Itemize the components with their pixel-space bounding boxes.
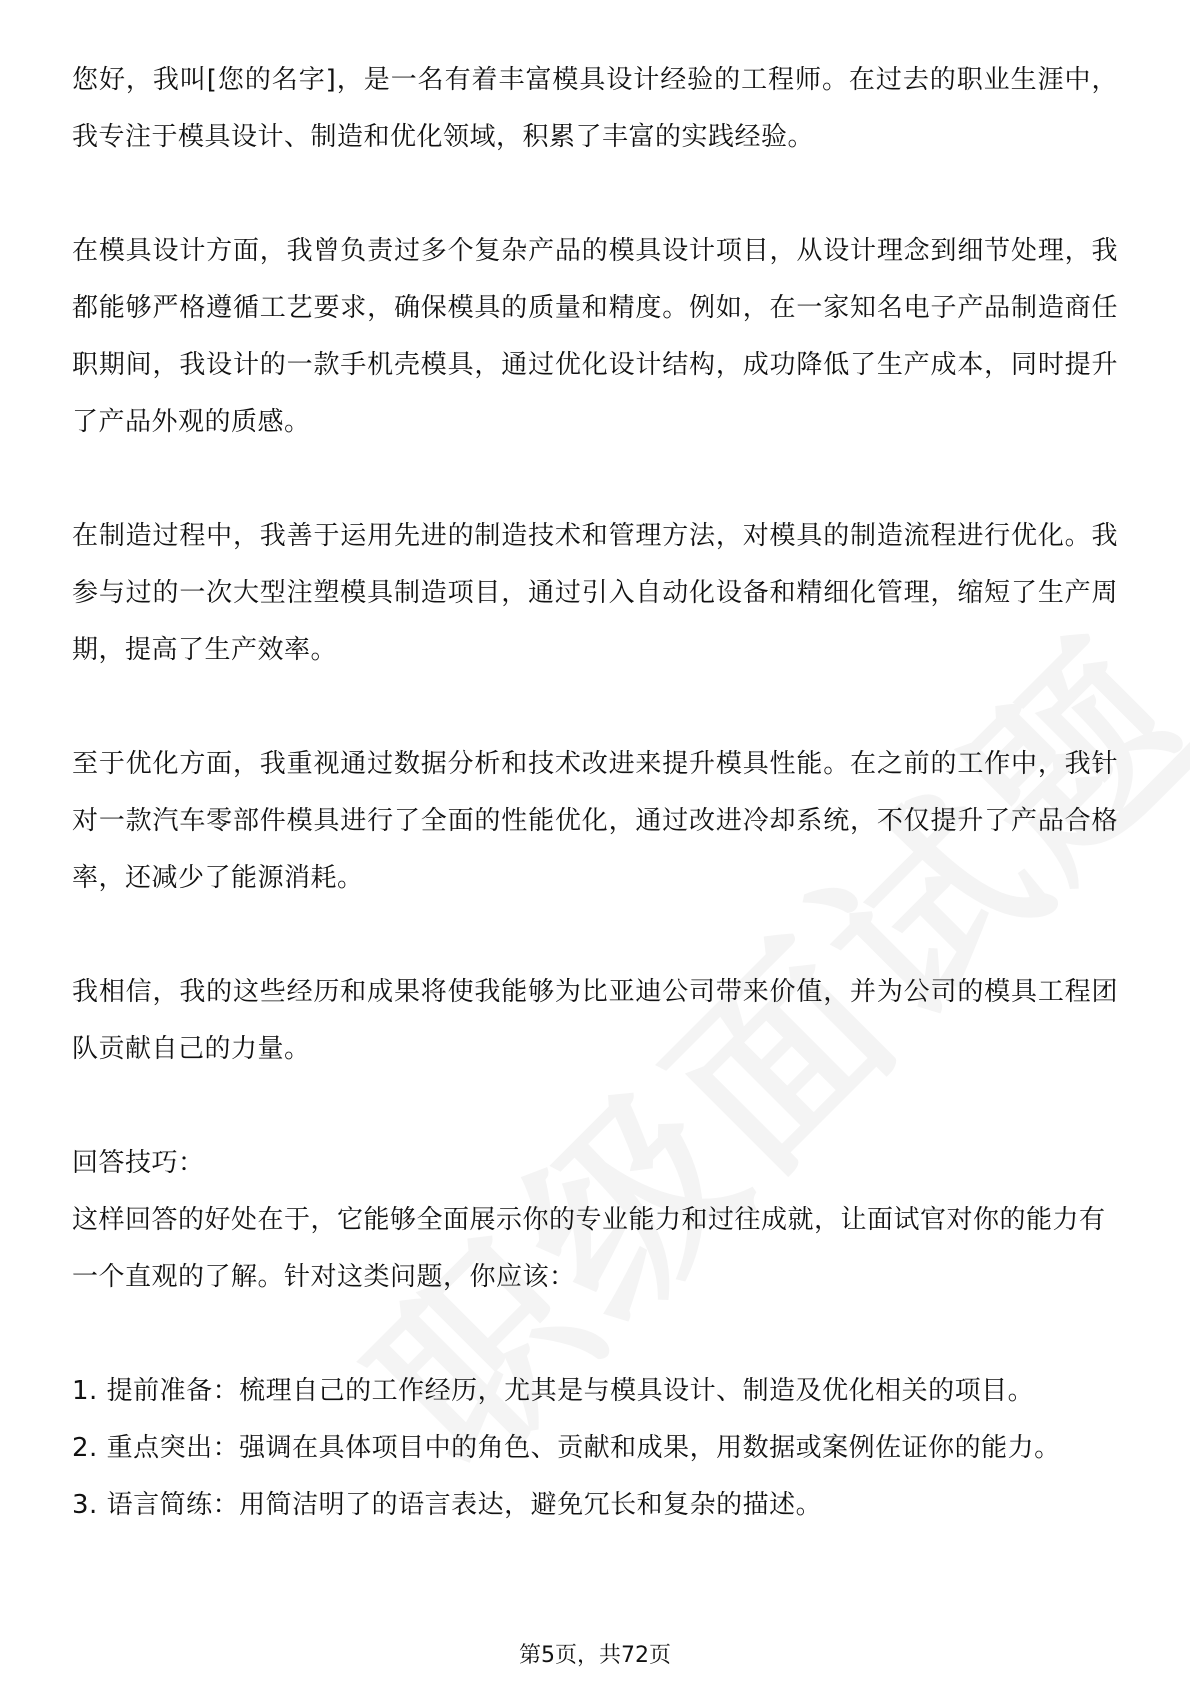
- tip-item: 2. 重点突出：强调在具体项目中的角色、贡献和成果，用数据或案例佐证你的能力。: [72, 1433, 1061, 1463]
- paragraph-manufacturing: 在制造过程中，我善于运用先进的制造技术和管理方法，对模具的制造流程进行优化。我参与过的一次大型注塑模具制造项目，通过引入自动化设备和精细化管理，缩短了生产周期，提高了生产效率。: [72, 521, 1118, 665]
- tips-intro: 这样回答的好处在于，它能够全面展示你的专业能力和过往成就，让面试官对你的能力有一个直观的了解。针对这类问题，你应该：: [72, 1205, 1106, 1292]
- document-content: [72, 52, 1118, 1534]
- tip-item: 3. 语言简练：用简洁明了的语言表达，避免冗长和复杂的描述。: [72, 1490, 823, 1520]
- tips-title: 回答技巧：: [72, 1148, 205, 1178]
- tips-list: [72, 1363, 1118, 1534]
- paragraph-intro: 您好，我叫[您的名字]，是一名有着丰富模具设计经验的工程师。在过去的职业生涯中，我专注于模具设计、制造和优化领域，积累了丰富的实践经验。: [72, 65, 1118, 152]
- paragraph-design: 在模具设计方面，我曾负责过多个复杂产品的模具设计项目，从设计理念到细节处理，我都能够严格遵循工艺要求，确保模具的质量和精度。例如，在一家知名电子产品制造商任职期间，我设计的一款手机壳模具，通过优化设计结构，成功降低了生产成本，同时提升了产品外观的质感。: [72, 236, 1118, 437]
- paragraph-optimization: 至于优化方面，我重视通过数据分析和技术改进来提升模具性能。在之前的工作中，我针对一款汽车零部件模具进行了全面的性能优化，通过改进冷却系统，不仅提升了产品合格率，还减少了能源消耗。: [72, 749, 1118, 893]
- paragraph-conclusion: 我相信，我的这些经历和成果将使我能够为比亚迪公司带来价值，并为公司的模具工程团队贡献自己的力量。: [72, 977, 1118, 1064]
- tip-item: 1. 提前准备：梳理自己的工作经历，尤其是与模具设计、制造及优化相关的项目。: [72, 1376, 1035, 1406]
- page-number: 第5页，共72页: [519, 1643, 671, 1668]
